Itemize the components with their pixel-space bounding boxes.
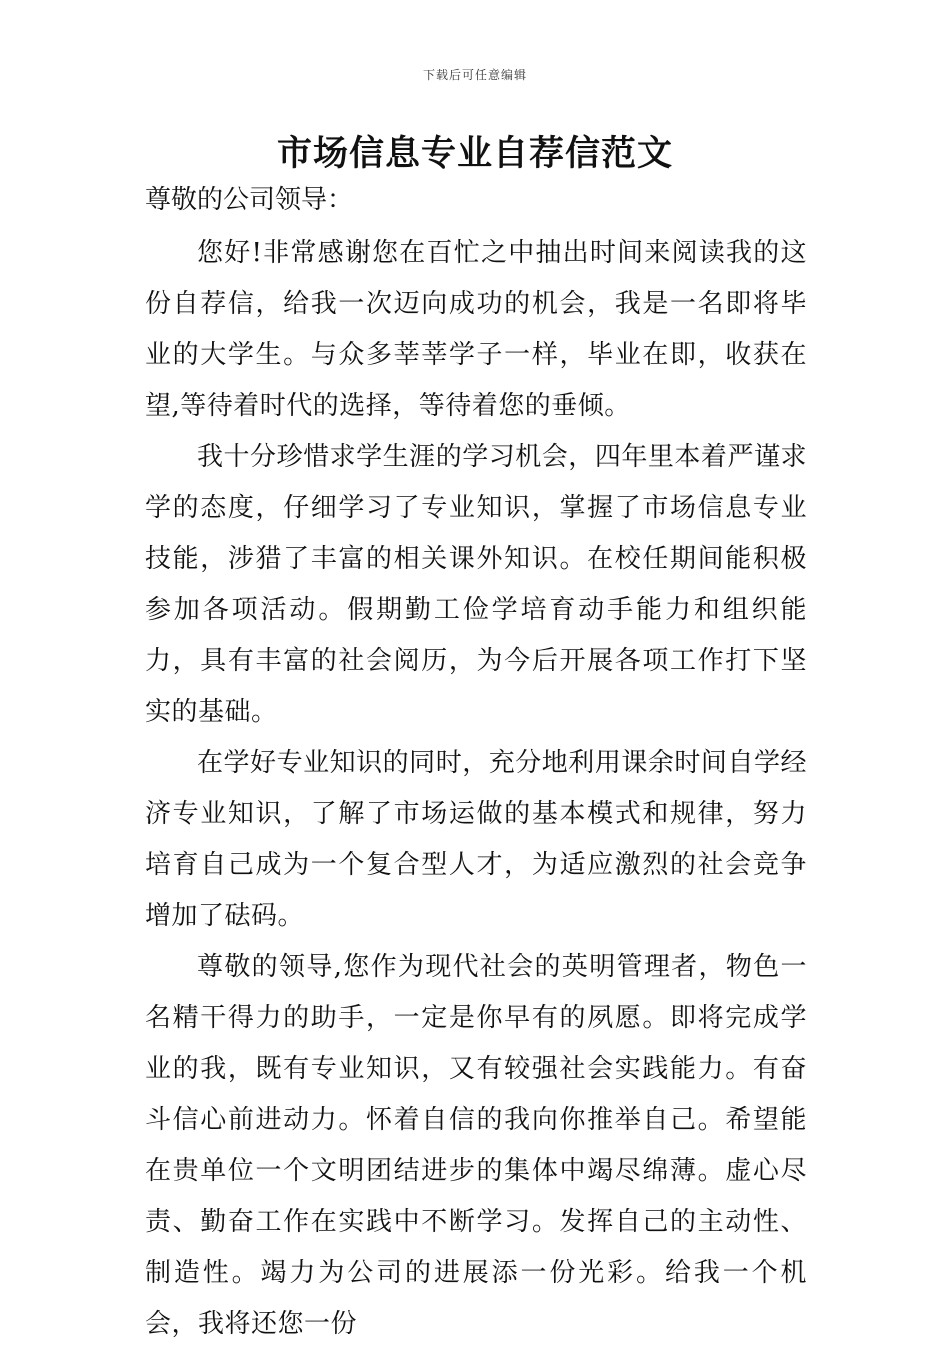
paragraph: 在学好专业知识的同时，充分地利用课余时间自学经济专业知识，了解了市场运做的基本模式和规律，努力培育自己成为一个复合型人才，为适应激烈的社会竞争增加了砝码。 bbox=[145, 748, 807, 931]
header-note: 下载后可任意编辑 bbox=[422, 68, 527, 82]
paragraph: 我十分珍惜求学生涯的学习机会，四年里本着严谨求学的态度，仔细学习了专业知识，掌握了市场信息专业技能，涉猎了丰富的相关课外知识。在校任期间能积极参加各项活动。假期勤工俭学培育动手能力和组织能力，具有丰富的社会阅历，为今后开展各项工作打下坚实的基础。 bbox=[145, 442, 807, 727]
paragraph: 您好!非常感谢您在百忙之中抽出时间来阅读我的这份自荐信，给我一次迈向成功的机会，我是一名即将毕业的大学生。与众多莘莘学子一样，毕业在即，收获在望,等待着时代的选择，等待着您的垂倾。 bbox=[145, 238, 807, 421]
greeting: 尊敬的公司领导： bbox=[145, 185, 354, 215]
paragraph: 尊敬的领导,您作为现代社会的英明管理者，物色一名精干得力的助手，一定是你早有的夙愿。即将完成学业的我，既有专业知识，又有较强社会实践能力。有奋斗信心前进动力。怀着自信的我向你推举自己。希望能在贵单位一个文明团结进步的集体中竭尽绵薄。虚心尽责、勤奋工作在实践中不断学习。发挥自己的主动性、制造性。竭力为公司的进展添一份光彩。给我一个机会，我将还您一份 bbox=[145, 952, 807, 1339]
page-title: 市场信息专业自荐信范文 bbox=[276, 133, 673, 174]
letter-body bbox=[145, 228, 807, 1350]
